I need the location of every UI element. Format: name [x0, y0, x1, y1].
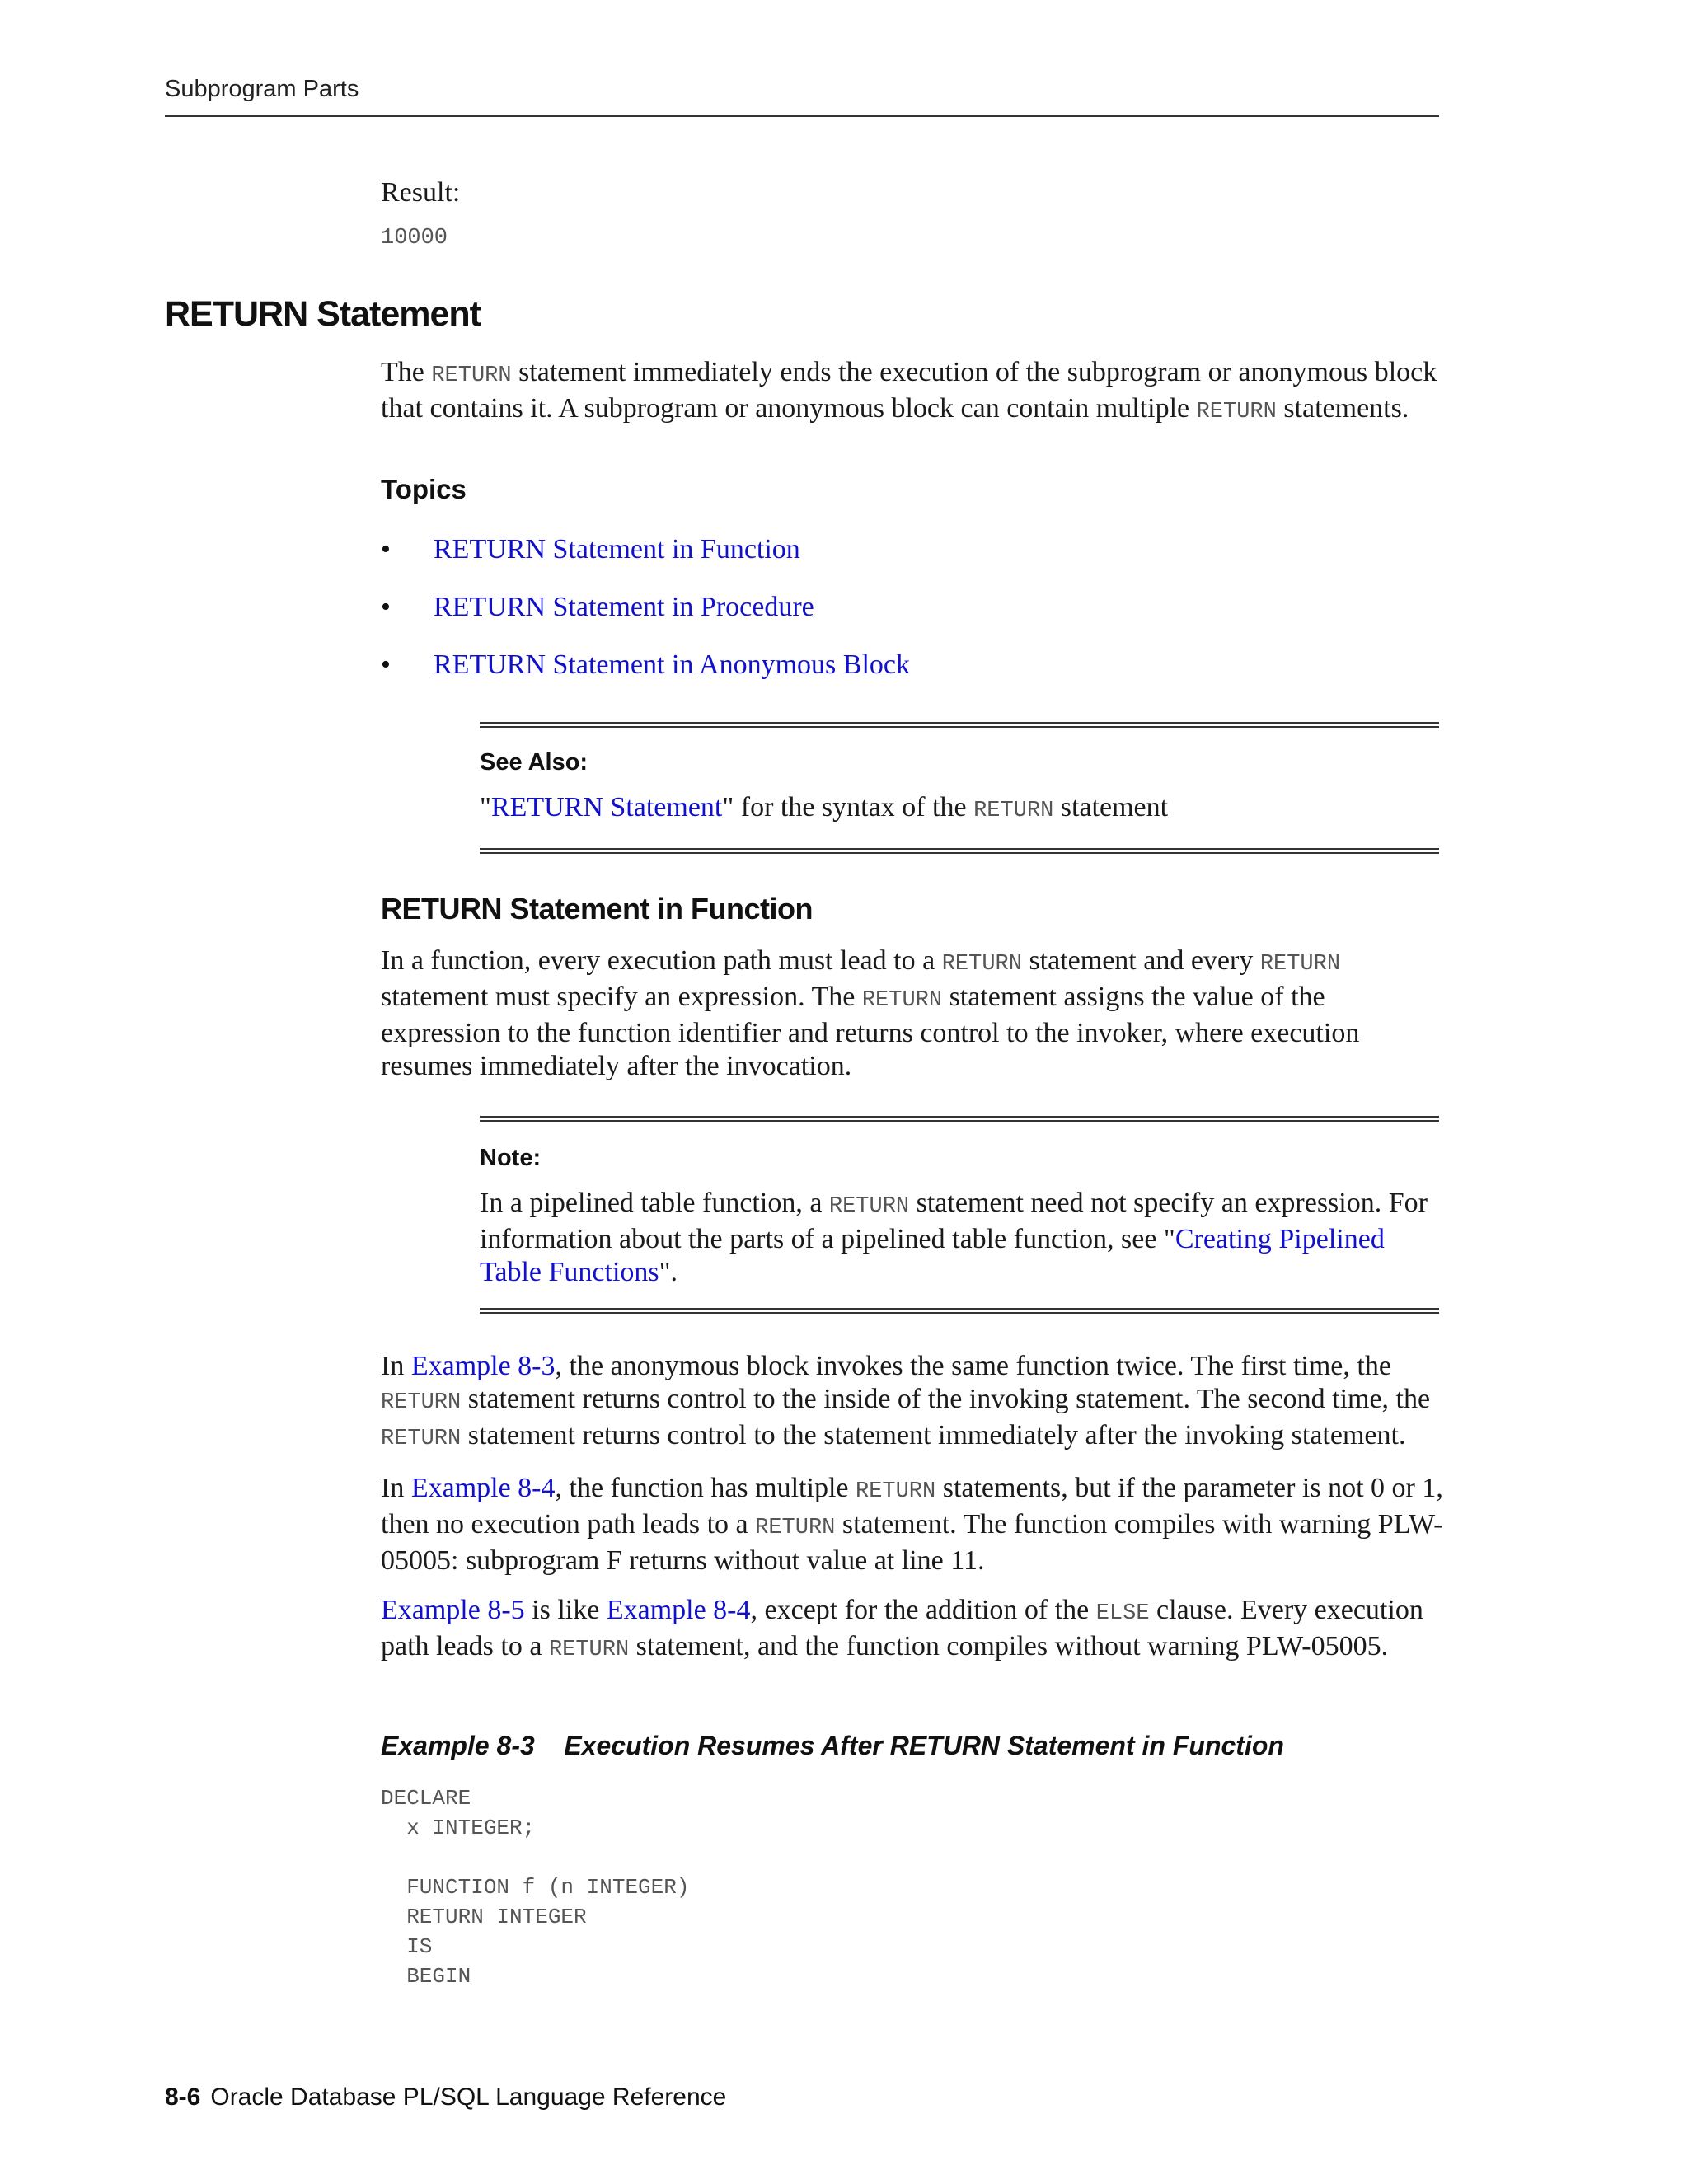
- code-block: DECLARE x INTEGER; FUNCTION f (n INTEGER) RETURN INTEGER IS BEGIN: [381, 1786, 690, 1989]
- para-example-8-5: Example 8-5 is like Example 8-4, except for the addition of the ELSE clause. Every execution path leads to a RETURN statement, and the function compiles without warning PLW-05005.: [381, 1595, 1423, 1662]
- intro-paragraph: The RETURN statement immediately ends the execution of the subprogram or anonymous block that contains it. A subprogram or anonymous block can contain multiple RETURN statements.: [381, 357, 1437, 424]
- section-title: RETURN Statement: [165, 294, 481, 334]
- result-value: 10000: [381, 226, 448, 251]
- book-title: Oracle Database PL/SQL Language Reference: [210, 2083, 727, 2111]
- example-title: Example 8-3 Execution Resumes After RETURN Statement in Function: [381, 1731, 1284, 1760]
- bullet-icon: •: [381, 534, 391, 565]
- header-title: Subprogram Parts: [165, 76, 359, 102]
- function-paragraph-block: [381, 944, 1436, 1083]
- list-item: [381, 649, 1444, 706]
- see-also-title: See Also:: [480, 749, 588, 776]
- result-label: Result:: [381, 177, 461, 208]
- running-header: [165, 76, 1439, 117]
- example-8-5-link[interactable]: Example 8-5: [381, 1595, 525, 1625]
- note-text: In a pipelined table function, a RETURN statement need not specify an expression. For information about the parts of a pipelined table function, see "Creating Pipelined Table Functions".: [480, 1188, 1428, 1287]
- see-also-link[interactable]: RETURN Statement: [490, 792, 723, 823]
- para-example-8-3: In Example 8-3, the anonymous block invokes the same function twice. The first time, the RETURN statement returns control to the inside of the invoking statement. The second time, the RETURN statement returns control to the statement immediately after the invoking statement.: [381, 1351, 1431, 1451]
- topic-link-anonymous-block[interactable]: RETURN Statement in Anonymous Block: [434, 649, 910, 680]
- body-paragraphs: [381, 1350, 1444, 1666]
- topic-link-function[interactable]: RETURN Statement in Function: [434, 534, 800, 565]
- example-8-4-link[interactable]: Example 8-4: [410, 1473, 556, 1503]
- subsection-title: RETURN Statement in Function: [381, 892, 813, 926]
- page-footer: [165, 2083, 726, 2111]
- function-paragraph: In a function, every execution path must lead to a RETURN statement and every RETURN statement must specify an expression. The RETURN statement assigns the value of the expression to the function identifier and returns control to the invoker, where execution resumes immediately after the invocation.: [381, 945, 1360, 1081]
- topics-block: [381, 474, 1444, 706]
- list-item: [381, 591, 1444, 649]
- topics-heading: Topics: [381, 474, 467, 504]
- section-intro: [381, 356, 1444, 429]
- note-box: [480, 1116, 1439, 1314]
- bullet-icon: •: [381, 649, 391, 680]
- para-example-8-4: In Example 8-4, the function has multiple RETURN statements, but if the parameter is not 0 or 1, then no execution path leads to a RETURN statement. The function compiles with warning PLW-05005: subprogram F returns without value at line 11.: [381, 1473, 1443, 1576]
- pipelined-link[interactable]: Creating Pipelined Table Functions: [480, 1224, 1385, 1287]
- example-8-4-link-2[interactable]: Example 8-4: [606, 1595, 751, 1625]
- see-also-box: [480, 722, 1439, 854]
- result-block: [381, 176, 1444, 251]
- page-number: 8-6: [165, 2083, 201, 2111]
- topic-link-procedure[interactable]: RETURN Statement in Procedure: [434, 592, 814, 622]
- example-8-3-link[interactable]: Example 8-3: [410, 1351, 556, 1381]
- bullet-icon: •: [381, 592, 391, 622]
- topics-list: [381, 533, 1444, 706]
- note-title: Note:: [480, 1145, 542, 1171]
- see-also-text: "RETURN Statement" for the syntax of the RETURN statement: [480, 792, 1169, 823]
- list-item: [381, 533, 1444, 591]
